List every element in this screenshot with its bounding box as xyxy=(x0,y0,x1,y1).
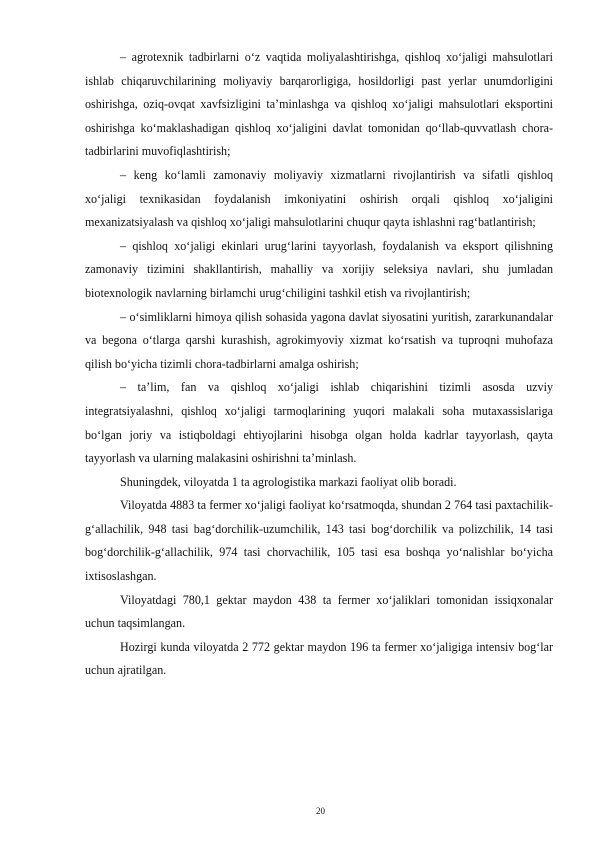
paragraph-farm-specialization: Viloyatda 4883 ta fermer xo‘jaligi faoliyat ko‘rsatmoqda, shundan 2 764 tasi paxtachilik-g‘allachilik, 948 tasi bag‘dorchilik-uzumchilik, 143 tasi bog‘dorchilik va polizchilik, 14 tasi bog‘dorchilik-g‘allachilik, 974 tasi chorvachilik, 105 tasi esa boshqa yo‘nalishlar bo‘yicha ixtisoslashgan. xyxy=(85,498,553,584)
paragraph-financial-services-mechanization: – keng ko‘lamli zamonaviy moliyaviy xizmatlarni rivojlantirish va sifatli qishloq xo‘jaligi texnikasidan foydalanish imkoniyatini oshirish orqali qishloq xo‘jaligini mexanizatsiyalash va qishloq xo‘jaligi mahsulotlarini chuqur qayta ishlashni rag‘batlantirish; xyxy=(85,167,553,230)
paragraph-plant-protection: – o‘simliklarni himoya qilish sohasida yagona davlat siyosatini yuritish, zararkunandalar va begona o‘tlarga qarshi kurashish, agrokimyoviy xizmat ko‘rsatish va tuproqni muhofaza qilish bo‘yicha tizimli chora-tadbirlarni amalga oshirish; xyxy=(85,309,553,371)
paragraph-education-integration: – taʼlim, fan va qishloq xo‘jaligi ishlab chiqarishini tizimli asosda uzviy integratsiyalashni, qishloq xo‘jaligi tarmoqlarining yuqori malakali soha mutaxassislariga bo‘lgan joriy va istiqboldagi ehtiyojlarini hisobga olgan holda kadrlar tayyorlash, qayta tayyorlash va ularning malakasini oshirishni taʼminlash. xyxy=(85,380,553,466)
paragraph-intensive-orchards: Hozirgi kunda viloyatda 2 772 gektar maydon 196 ta fermer xo‘jaligiga intensiv bog‘lar uchun ajratilgan. xyxy=(85,639,553,678)
document-body xyxy=(85,46,553,683)
page-number: 20 xyxy=(316,806,325,816)
paragraph-agrologistics-center: Shuningdek, viloyatda 1 ta agrologistika markazi faoliyat olib boradi. xyxy=(120,474,457,489)
paragraph-greenhouse-allocation: Viloyatdagi 780,1 gektar maydon 438 ta fermer xo‘jaliklari tomonidan issiqxonalar uchun taqsimlangan. xyxy=(85,592,553,631)
paragraph-seed-system: – qishloq xo‘jaligi ekinlari urug‘larini tayyorlash, foydalanish va eksport qilishning zamonaviy tizimini shakllantirish, mahalliy va xorijiy seleksiya navlari, shu jumladan biotexnologik navlarning birlamchi urug‘chiligini tashkil etish va rivojlantirish; xyxy=(85,238,553,300)
paragraph-agrotechnical-financing: – agrotexnik tadbirlarni o‘z vaqtida moliyalashtirishga, qishloq xo‘jaligi mahsulotlari ishlab chiqaruvchilarining moliyaviy barqarorligiga, hosildorligi past yerlar unumdorligini oshirishga, oziq-ovqat xavfsizligini taʼminlashga va qishloq xo‘jaligi mahsulotlari eksportini oshirishga ko‘maklashadigan qishloq xo‘jaligini davlat tomonidan qo‘llab-quvvatlash chora-tadbirlarini muvofiqlashtirish; xyxy=(85,50,553,159)
